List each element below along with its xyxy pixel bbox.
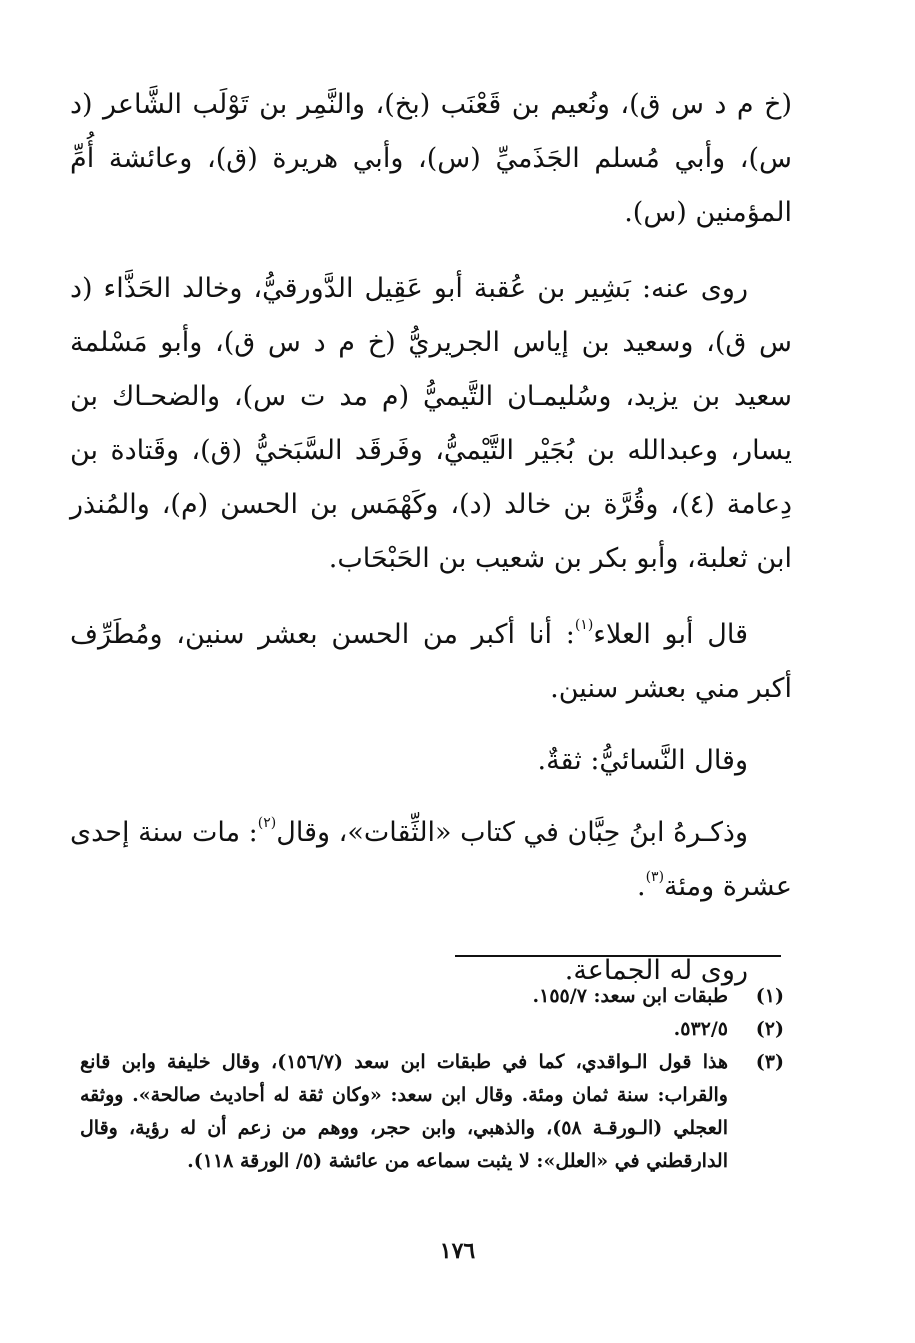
footnotes bbox=[80, 980, 784, 1178]
quote-lead: قال أبو العلاء bbox=[593, 619, 748, 650]
narrators-paragraph: (خ م د س ق)، ونُعيم بن قَعْنَب (بخ)، والنَّمِر بن تَوْلَب الشَّاعر (د س)، وأبي مُسلم الجَذَميِّ (س)، وأبي هريرة (ق)، وعائشة أُمِّ المؤمنين (س). bbox=[70, 89, 792, 228]
footnote-ref-1[interactable]: (١) bbox=[574, 617, 594, 633]
footnote-item bbox=[80, 980, 784, 1013]
footnote-number: (٢) bbox=[755, 1018, 784, 1040]
footnote-number: (٣) bbox=[755, 1051, 784, 1073]
quote-rest: : أنا أكبر من الحسن بعشر سنين، ومُطَرِّف أكبر مني بعشر سنين. bbox=[70, 619, 792, 704]
footnote-text: ٥٣٢/٥. bbox=[673, 1018, 728, 1040]
ibn-hibban-part2: : مات سنة إحدى عشرة ومئة bbox=[70, 817, 792, 902]
footnote-number: (١) bbox=[755, 985, 784, 1007]
closing-line: روى له الجماعة. bbox=[564, 955, 748, 986]
ibn-hibban-paragraph bbox=[70, 806, 792, 914]
footnote-item bbox=[80, 1013, 784, 1046]
footnote-text: هذا قول الـواقدي، كما في طبقات ابن سعد (١٥٦/٧)، وقال خليفة وابن قانع والقراب: سنة ثمان ومئة. وقال ابن سعد: «وكان ثقة له أحاديث صالحة». ووثقه العجلي (الـورقـة ٥٨)، والذهبي، وابن حجر، ووهم من زعم أن له رؤية، وقال الدارقطني في «العلل»: لا يثبت سماعه من عائشة (٥/ الورقة ١١٨). bbox=[80, 1051, 728, 1172]
footnote-item bbox=[80, 1046, 784, 1178]
main-text bbox=[70, 78, 792, 998]
footnote-ref-3[interactable]: (٣) bbox=[645, 869, 665, 885]
abu-alala-quote bbox=[70, 608, 792, 716]
students-paragraph: روى عنه: بَشِير بن عُقبة أبو عَقِيل الدَّورقيُّ، وخالد الحَذَّاء (د س ق)، وسعيد بن إياس الجريريُّ (خ م د س ق)، وأبو مَسْلمة سعيد بن يزيد، وسُليمـان التَّيميُّ (م مد ت س)، والضحـاك بن يسار، وعبدالله بن بُجَيْر التَّيْميُّ، وفَرقَد السَّبَخيُّ (ق)، وقَتادة بن دِعامة (٤)، وقُرَّة بن خالد (د)، وكَهْمَس بن الحسن (م)، والمُنذر ابن ثعلبة، وأبو بكر بن شعيب بن الحَبْحَاب. bbox=[70, 273, 792, 574]
nasai-verdict: وقال النَّسائيُّ: ثقةٌ. bbox=[537, 745, 748, 776]
ibn-hibban-part3: . bbox=[636, 871, 646, 902]
footnote-ref-2[interactable]: (٢) bbox=[257, 815, 277, 831]
page-number: ١٧٦ bbox=[439, 1238, 476, 1264]
footnote-text: طبقات ابن سعد: ١٥٥/٧. bbox=[532, 985, 728, 1007]
ibn-hibban-part1: وذكـرهُ ابنُ حِبَّان في كتاب «الثِّقات»، وقال bbox=[276, 817, 748, 848]
footnote-divider bbox=[455, 955, 781, 957]
